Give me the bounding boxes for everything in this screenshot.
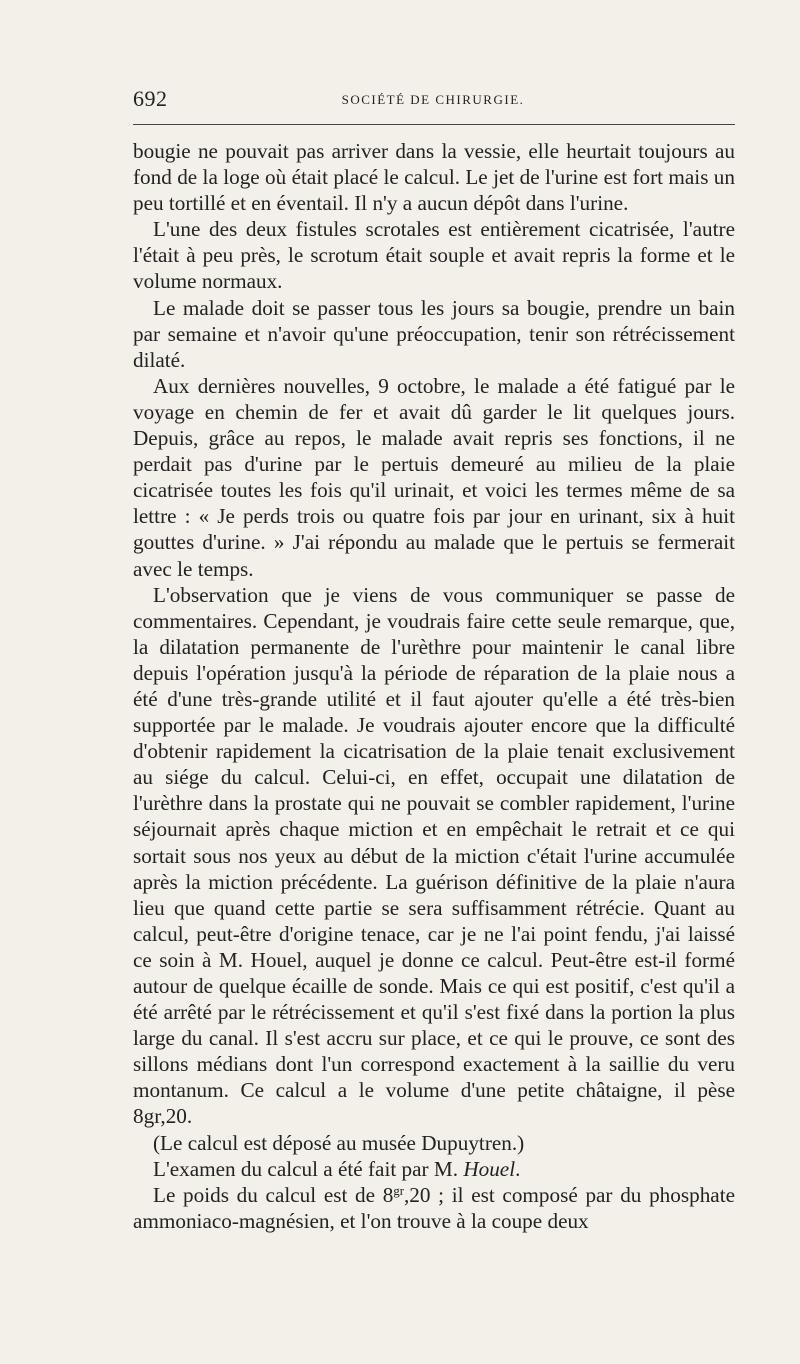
page-header [133, 86, 733, 116]
running-title: SOCIÉTÉ DE CHIRURGIE. [341, 92, 525, 107]
paragraph: Le malade doit se passer tous les jours sa bougie, prendre un bain par semaine et n'avoir qu'une préoccupation, tenir son rétrécissement dilaté. [133, 295, 735, 372]
paragraph: L'une des deux fistules scrotales est entièrement cicatrisée, l'autre l'était à peu près, le scrotum était souple et avait repris la forme et le volume normaux. [133, 217, 735, 294]
paragraph: L'observation que je viens de vous communiquer se passe de commentaires. Cependant, je voudrais faire cette seule remarque, que, la dilatation permanente de l'urèthre pour maintenir le canal libre depuis l'opération jusqu'à la période de réparation de la plaie nous a été d'une très-grande utilité et il faut ajouter qu'elle a été très-bien supportée par le malade. Je voudrais ajouter encore que la difficulté d'obtenir rapidement la cicatrisation de la plaie tenait exclusivement au siége du calcul. Celui-ci, en effet, occupait une dilatation de l'urèthre dans la prostate qui ne pouvait se combler rapidement, l'urine séjournait après chaque miction et en empêchait le retrait et ce qui sortait sous nos yeux au début de la miction c'était l'urine accumulée après la miction précédente. La guérison définitive de la plaie n'aura lieu que quand cette partie se sera suffisamment rétrécie. Quant au calcul, peut-être d'origine tenace, car je ne l'ai point fendu, j'ai laissé ce soin à M. Houel, auquel je donne ce calcul. Peut-être est-il formé autour de quelque écaille de sonde. Mais ce qui est positif, c'est qu'il a été arrêté par le rétrécissement et qu'il s'est fixé dans la portion la plus large du canal. Il s'est accru sur place, et ce qui le prouve, ce sont des sillons médians dont l'un correspond exactement à la saillie du veru montanum. Ce calcul a le volume d'une petite châtaigne, il pèse 8gr,20. [133, 582, 735, 1129]
exam-suffix: . [515, 1156, 521, 1181]
paragraph-continuation: bougie ne pouvait pas arriver dans la vessie, elle heurtait toujours au fond de la loge où était placé le calcul. Le jet de l'urine est fort mais un peu tortillé et en éventail. Il n'y a aucun dépôt dans l'urine. [133, 139, 735, 216]
examiner-name: Houel [463, 1156, 516, 1181]
page-number: 692 [133, 86, 168, 111]
exam-paragraph [133, 1156, 735, 1182]
paragraph-weight [133, 1182, 735, 1234]
weight-text-before: Le poids du calcul est de 8 [153, 1182, 394, 1207]
weight-text-after: ,20 ; il est composé par du phosphate ammoniaco-magnésien, et l'on trouve à la coupe deux [133, 1182, 735, 1233]
header-rule [133, 124, 735, 125]
paragraph: Aux dernières nouvelles, 9 octobre, le malade a été fatigué par le voyage en chemin de fer et avait dû garder le lit quelques jours. Depuis, grâce au repos, le malade avait repris ses fonctions, il ne perdait pas d'urine par le pertuis demeuré au milieu de la plaie cicatrisée toutes les fois qu'il urinait, et voici les termes même de sa lettre : « Je perds trois ou quatre fois par jour en urinant, six à huit gouttes d'urine. » J'ai répondu au malade que le pertuis se fermerait avec le temps. [133, 373, 735, 581]
museum-note: (Le calcul est déposé au musée Dupuytren.) [153, 1130, 525, 1155]
exam-text: L'examen du calcul a été fait par M. [153, 1156, 464, 1181]
body-text [133, 138, 735, 1234]
weight-unit: gr [393, 1183, 404, 1198]
